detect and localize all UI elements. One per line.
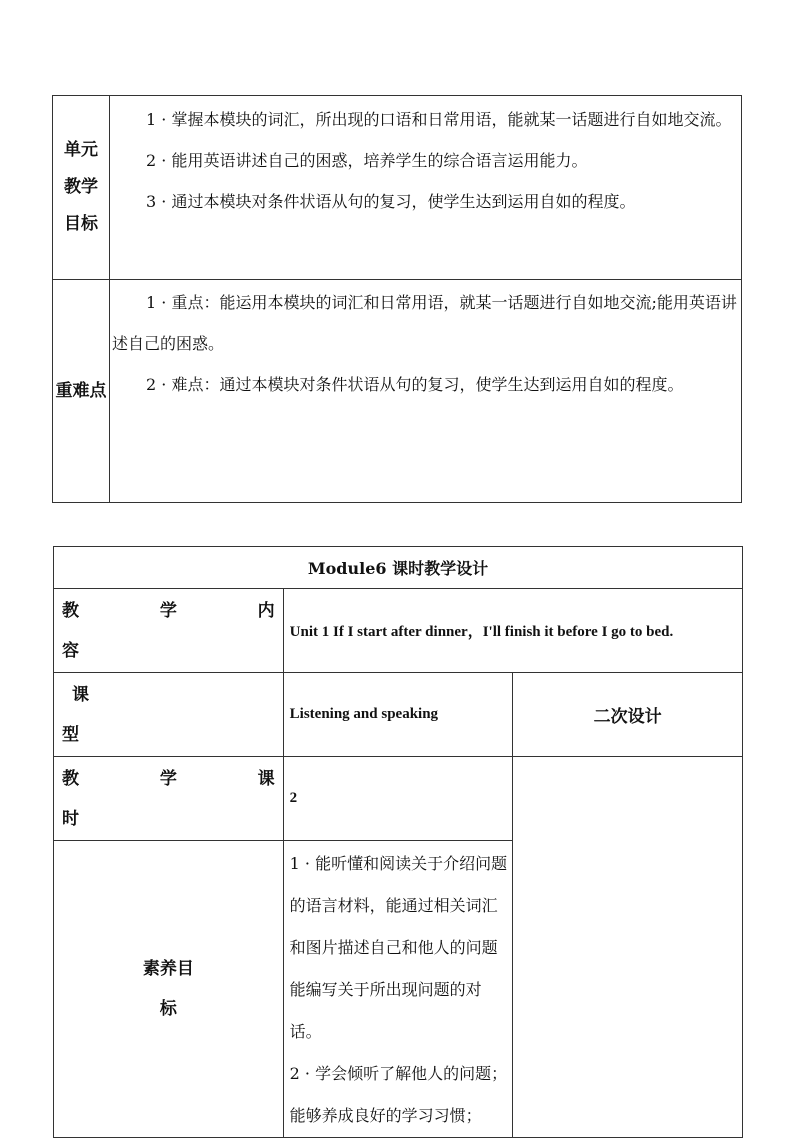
- label-line: 单元: [64, 140, 98, 160]
- unit-goals-row: [53, 96, 742, 280]
- title-row: [54, 547, 743, 589]
- label-line: 课: [72, 684, 89, 705]
- second-design-header: 二次设计: [513, 673, 743, 757]
- goal-item: 3 · 通过本模块对条件状语从句的复习，使学生达到运用自如的程度。: [146, 192, 636, 211]
- key-point-item: 2 · 难点：通过本模块对条件状语从句的复习，使学生达到运用自如的程度。: [146, 375, 684, 394]
- label-line: 标: [159, 999, 177, 1019]
- content-row: [54, 589, 743, 673]
- key-points-content: [110, 280, 742, 503]
- hours-label: [54, 757, 284, 841]
- key-points-row: [53, 280, 742, 503]
- goal-item: 2 · 学会倾听了解他人的问题；能够养成良好的学习习惯；: [289, 1064, 508, 1125]
- second-design-cell: [513, 757, 743, 1138]
- goal-item: 2 · 能用英语讲述自己的困惑，培养学生的综合语言运用能力。: [146, 151, 588, 170]
- label-line: 重难点: [55, 380, 107, 401]
- goals-content: [283, 841, 513, 1138]
- label-line: 型: [62, 724, 79, 745]
- unit-goals-label: [53, 96, 110, 280]
- label-line: 目标: [64, 214, 98, 234]
- key-point-item: 1 · 重点：能运用本模块的词汇和日常用语，就某一话题进行自如地交流;能用英语讲述自己的困惑。: [112, 293, 737, 353]
- key-points-label: [53, 280, 110, 503]
- hours-value: 2: [283, 757, 513, 841]
- content-value: Unit 1 If I start after dinner，I'll finish it before I go to bed.: [283, 589, 742, 673]
- label-line: 容: [62, 640, 79, 661]
- goals-label: [54, 841, 284, 1138]
- label-line: 时: [62, 808, 79, 829]
- unit-goals-table: [52, 95, 742, 503]
- hours-row: [54, 757, 743, 841]
- lesson-design-table: [53, 546, 743, 1138]
- label-line: 教 学 内: [62, 600, 275, 621]
- type-label: [54, 673, 284, 757]
- label-line: 教学: [64, 177, 98, 197]
- lesson-title: Module6 课时教学设计: [54, 547, 743, 589]
- label-line: 教 学 课: [62, 768, 275, 789]
- label-line: 素养目: [142, 959, 194, 979]
- type-value: Listening and speaking: [283, 673, 513, 757]
- content-label: [54, 589, 284, 673]
- goal-item: 1 · 能听懂和阅读关于介绍问题的语言材料，能通过相关词汇和图片描述自己和他人的问题 能编写关于所出现问题的对话。: [289, 854, 508, 1041]
- goal-item: 1 · 掌握本模块的词汇，所出现的口语和日常用语，能就某一话题进行自如地交流。: [146, 110, 732, 129]
- type-row: [54, 673, 743, 757]
- unit-goals-content: [110, 96, 742, 280]
